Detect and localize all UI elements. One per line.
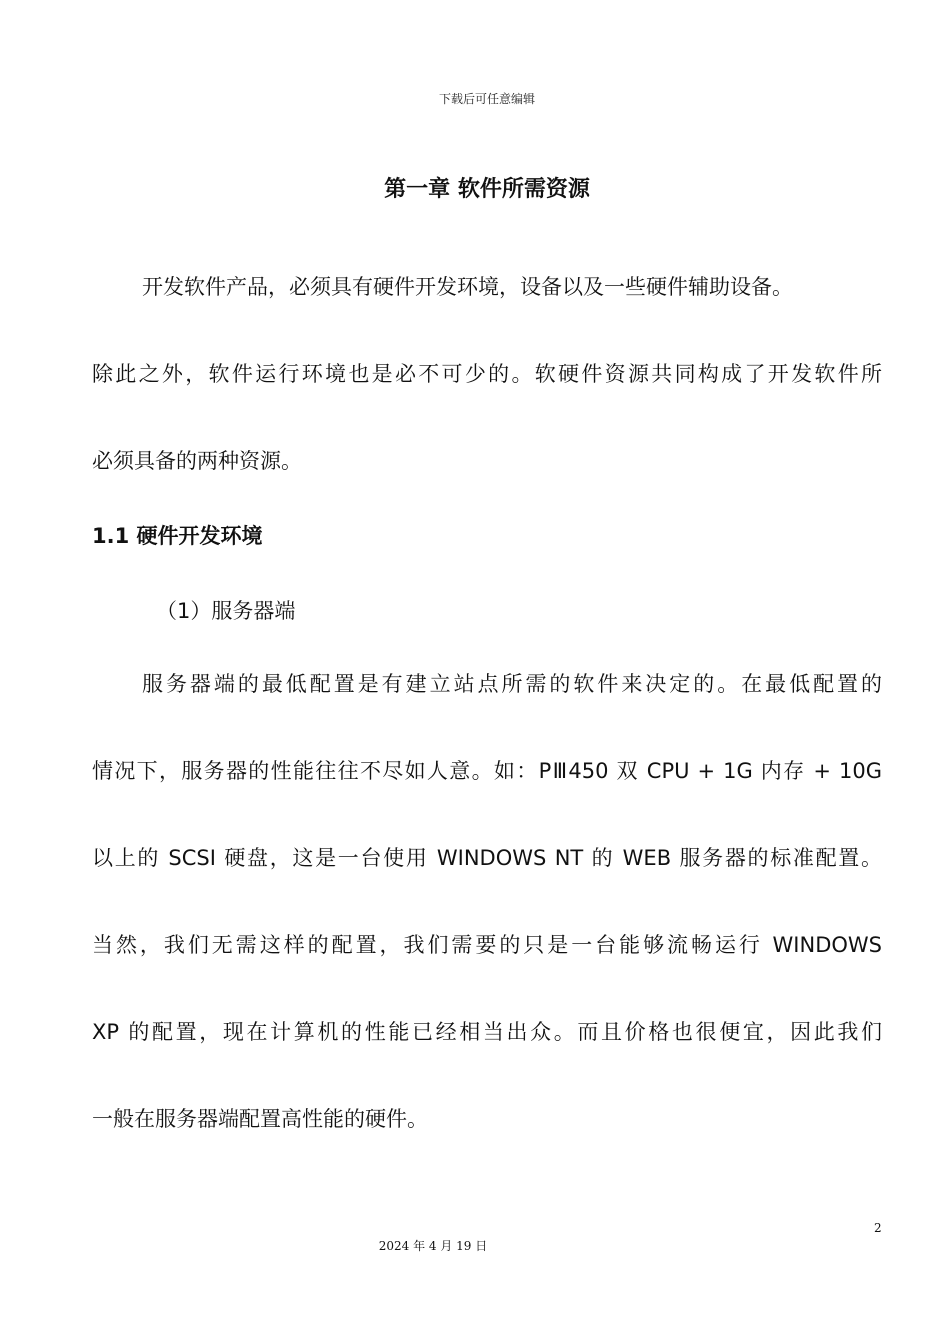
section-line-5: XP 的配置，现在计算机的性能已经相当出众。而且价格也很便宜，因此我们 [92,1020,882,1044]
page-number: 2 [874,1221,882,1235]
header-note: 下载后可任意编辑 [438,92,535,106]
section-line-2: 情况下，服务器的性能往往不尽如人意。如：PⅢ450 双 CPU + 1G 内存 + 10G [92,759,882,783]
section-line-1: 服务器端的最低配置是有建立站点所需的软件来决定的。在最低配置的 [142,672,882,696]
section-line-6: 一般在服务器端配置高性能的硬件。 [92,1107,428,1131]
section-line-4: 当然，我们无需这样的配置，我们需要的只是一台能够流畅运行 WINDOWS [92,933,882,957]
chapter-title: 第一章 软件所需资源 [384,177,590,202]
intro-line-1: 开发软件产品，必须具有硬件开发环境，设备以及一些硬件辅助设备。 [142,275,793,299]
footer-date: 2024 年 4 月 19 日 [378,1239,488,1253]
intro-line-3: 必须具备的两种资源。 [92,449,302,473]
section-subheading: （1）服务器端 [156,599,296,623]
intro-line-2: 除此之外，软件运行环境也是必不可少的。软硬件资源共同构成了开发软件所 [92,362,882,386]
section-heading: 1.1 硬件开发环境 [92,524,263,548]
section-line-3: 以上的 SCSI 硬盘，这是一台使用 WINDOWS NT 的 WEB 服务器的标准配置。 [92,846,882,870]
